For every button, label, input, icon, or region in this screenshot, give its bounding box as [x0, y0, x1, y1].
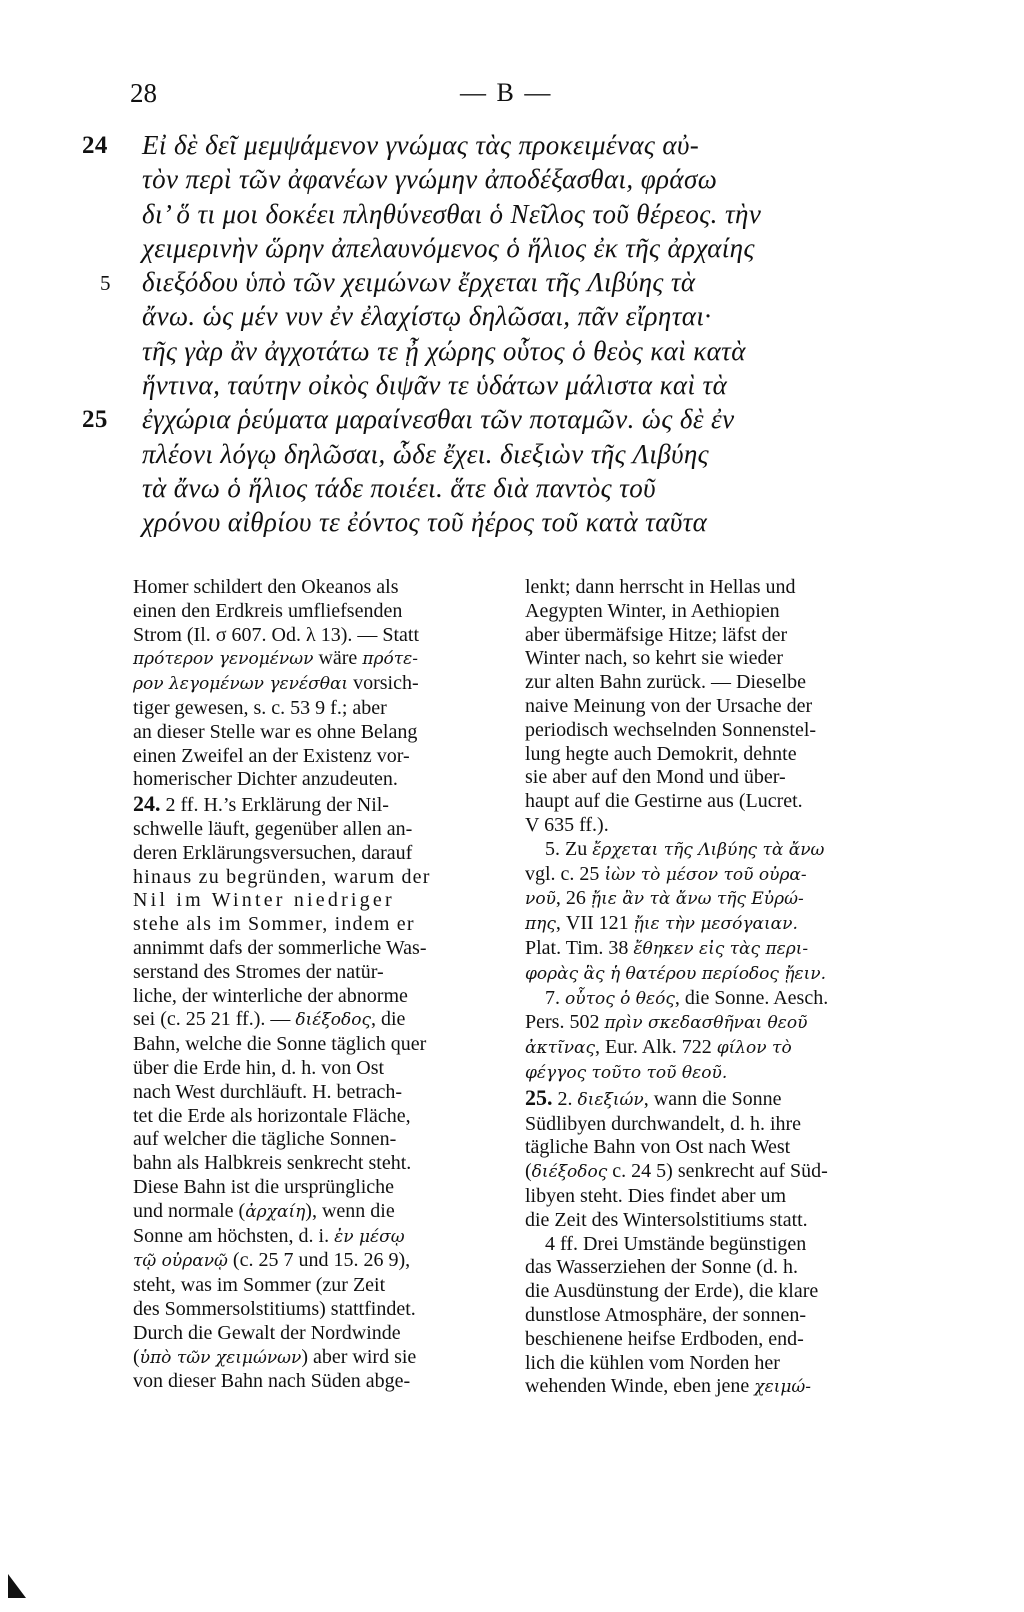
line-text: ἥντινα, ταύτην οἰκὸς διψᾶν τε ὑδάτων μάλιστα καὶ τὰ [142, 370, 728, 401]
note-line: Strom (Il. σ 607. Od. λ 13). — Statt [133, 623, 420, 646]
greek-quote: πρότε- [362, 649, 418, 670]
note-line: vgl. c. 25 ἰὼν τὸ μέσον τοῦ οὐρα- [525, 862, 807, 885]
note-line: ἀκτῖνας, Eur. Alk. 722 φίλον τὸ [525, 1036, 792, 1059]
note-line: einen den Erdkreis umfliefsenden [133, 599, 403, 622]
greek-quote: φορὰς ἃς ἡ θατέρου περίοδος ᾔειν. [525, 963, 827, 984]
chapter-number: 25 [82, 406, 108, 434]
note-line: sie aber auf den Mond und über- [525, 766, 786, 789]
greek-quote: ᾔιε ἂν τὰ ἄνω τῆς Εὐρώ- [590, 889, 804, 910]
note-line: Nil im Winter niedriger [133, 889, 395, 912]
text-line [82, 370, 902, 404]
note-line: Durch die Gewalt der Nordwinde [133, 1321, 401, 1344]
note-line: bahn als Halbkreis senkrecht steht. [133, 1152, 412, 1175]
greek-quote: ἔρχεται τῆς Λιβύης τὰ ἄνω [592, 839, 825, 860]
greek-quote: χειμώ- [754, 1377, 812, 1398]
note-line [525, 1061, 891, 1086]
note-line: über die Erde hin, d. h. von Ost [133, 1056, 385, 1079]
greek-quote: πρὶν σκεδασθῆναι θεοῦ [604, 1013, 808, 1034]
note-line: πρότερον γενομένων wäre πρότε- [133, 647, 418, 670]
note-line: hinaus zu begründen, warum der [133, 865, 431, 888]
line-text: τῆς γὰρ ἂν ἀγχοτάτω τε ᾖ χώρης οὗτος ὁ θεὸς καὶ κατὰ [142, 335, 746, 366]
note-line: und normale (ἀρχαίη), wenn die [133, 1199, 395, 1222]
greek-quote: πης [525, 914, 556, 935]
note-line: auf welcher die tägliche Sonnen- [133, 1128, 397, 1151]
greek-quote: ρον λεγομένων γενέσθαι [133, 674, 349, 695]
text-line [82, 164, 902, 198]
signature-mark: — B — [460, 78, 553, 107]
line-text: χειμερινὴν ὥρην ἀπελαυνόμενος ὁ ἥλιος ἐκ τῆς ἀρχαίης [142, 232, 755, 263]
note-line: die Ausdünstung der Erde), die klare [525, 1280, 819, 1303]
chapter-ref: 25. [525, 1084, 553, 1110]
note-line: schwelle läuft, gegenüber allen an- [133, 817, 413, 840]
note-line: periodisch wechselnden Sonnenstel- [525, 718, 817, 741]
chapter-number: 24 [82, 132, 108, 159]
note-line: tägliche Bahn von Ost nach West [525, 1136, 791, 1159]
note-line: an dieser Stelle war es ohne Belang [133, 720, 418, 743]
line-number: 5 [100, 271, 111, 296]
note-line: die Zeit des Wintersolstitiums statt. [525, 1208, 808, 1231]
note-line: Winter nach, so kehrt sie wieder [525, 647, 783, 670]
scan-corner-mark [8, 1574, 26, 1598]
note-line: liche, der winterliche der abnorme [133, 984, 408, 1007]
note-line: Südlibyen durchwandelt, d. h. ihre [525, 1112, 802, 1135]
greek-quote: διέξοδος [531, 1162, 608, 1183]
greek-quote: ἀκτῖνας [525, 1038, 596, 1059]
note-line: 25. 2. διεξιών, wann die Sonne [525, 1084, 782, 1110]
note-line: beschienene heifse Erdboden, end- [525, 1327, 804, 1350]
text-line [82, 130, 902, 164]
note-line [525, 962, 891, 987]
note-line: serstand des Stromes der natür- [133, 960, 384, 983]
note-line: nach West durchläuft. H. betrach- [133, 1080, 403, 1103]
note-line: πης, VII 121 ᾔιε τὴν μεσόγαιαν. [525, 912, 798, 935]
greek-quote: ᾔιε τὴν μεσόγαιαν. [633, 914, 798, 935]
text-line [82, 473, 902, 507]
greek-quote: τῷ οὐρανῷ [133, 1251, 228, 1272]
note-line: tiger gewesen, s. c. 53 9 f.; aber [133, 696, 387, 719]
greek-quote: νοῦ [525, 889, 556, 910]
note-line: (ὑπὸ τῶν χειμώνων) aber wird sie [133, 1345, 417, 1368]
greek-quote: πρότερον γενομένων [133, 649, 314, 670]
note-line: 24. 2 ff. H.’s Erklärung der Nil- [133, 791, 389, 817]
greek-quote: διεξιών [577, 1089, 644, 1110]
note-line: ρον λεγομένων γενέσθαι vorsich- [133, 672, 419, 695]
greek-quote: ὑπὸ τῶν χειμώνων [139, 1347, 302, 1368]
note-line: naive Meinung von der Ursache der [525, 694, 813, 717]
greek-quote: φίλον τὸ [716, 1038, 792, 1059]
note-line: homerischer Dichter anzudeuten. [133, 768, 398, 791]
line-text: Εἰ δὲ δεῖ μεμψάμενον γνώμας τὰς προκειμένας αὐ- [142, 130, 700, 160]
page-header [130, 78, 900, 118]
line-text: τὰ ἄνω ὁ ἥλιος τάδε ποιέει. ἅτε διὰ παντὸς τοῦ [142, 472, 656, 503]
note-line: Homer schildert den Okeanos als [133, 576, 399, 598]
commentary-right-column [525, 576, 891, 1400]
text-line [82, 336, 902, 370]
commentary-left-column [133, 576, 499, 1394]
text-line [82, 199, 902, 233]
note-line: steht, was im Sommer (zur Zeit [133, 1274, 386, 1297]
note-line: Plat. Tim. 38 ἔθηκεν εἰς τὰς περι- [525, 936, 809, 959]
note-line: (διέξοδος c. 24 5) senkrecht auf Süd- [525, 1160, 828, 1183]
line-text: πλέονι λόγῳ δηλῶσαι, ὧδε ἔχει. διεξιὼν τῆς Λιβύης [142, 438, 710, 469]
note-line: haupt auf die Gestirne aus (Lucret. [525, 790, 803, 813]
greek-quote: ἀρχαίη [245, 1201, 306, 1222]
note-line: lung hegte auch Demokrit, dehnte [525, 742, 797, 765]
note-line: des Sommersolstitiums) stattfindet. [133, 1297, 416, 1320]
note-line: aber übermäfsige Hitze; läfst der [525, 623, 788, 646]
note-line: sei (c. 25 21 ff.). — διέξοδος, die [133, 1008, 406, 1031]
note-line: zur alten Bahn zurück. — Dieselbe [525, 671, 807, 694]
greek-quote: διέξοδος [295, 1010, 371, 1031]
greek-quote: ἰὼν τὸ μέσον τοῦ οὐρα- [604, 864, 807, 885]
note-line: 7. οὗτος ὁ θεός, die Sonne. Aesch. [545, 986, 829, 1009]
text-line [82, 301, 902, 335]
note-line: tet die Erde als horizontale Fläche, [133, 1104, 411, 1127]
text-line [82, 233, 902, 267]
page-number: 28 [130, 78, 157, 108]
text-line [82, 507, 902, 541]
note-line: Aegypten Winter, in Aethiopien [525, 599, 780, 622]
note-line: Pers. 502 πρὶν σκεδασθῆναι θεοῦ [525, 1011, 808, 1034]
note-line: einen Zweifel an der Existenz vor- [133, 744, 410, 767]
greek-quote: οὗτος ὁ θεός [565, 988, 675, 1009]
note-line: 5. Zu ἔρχεται τῆς Λιβύης τὰ ἄνω [545, 837, 825, 860]
greek-main-text [82, 130, 902, 542]
note-line: wehenden Winde, eben jene χειμώ- [525, 1375, 812, 1398]
line-text: ἄνω. ὡς μέν νυν ἐν ἐλαχίστῳ δηλῶσαι, πᾶν εἴρηται· [142, 301, 712, 332]
note-line: annimmt dafs der sommerliche Was- [133, 936, 427, 959]
note-line: von dieser Bahn nach Süden abge- [133, 1370, 411, 1393]
note-line: stehe als im Sommer, indem er [133, 913, 415, 936]
note-line: deren Erklärungsversuchen, darauf [133, 841, 413, 864]
text-line [82, 267, 902, 301]
note-line: dunstlose Atmosphäre, der sonnen- [525, 1303, 807, 1326]
note-line: Bahn, welche die Sonne täglich quer [133, 1033, 427, 1056]
note-line: lenkt; dann herrscht in Hellas und [525, 576, 796, 598]
note-line: 4 ff. Drei Umstände begünstigen [545, 1232, 807, 1255]
note-line: V 635 ff.). [525, 813, 609, 836]
line-text: τὸν περὶ τῶν ἀφανέων γνώμην ἀποδέξασθαι, φράσω [142, 164, 718, 195]
text-line [82, 404, 902, 438]
note-line: τῷ οὐρανῷ (c. 25 7 und 15. 26 9), [133, 1249, 411, 1272]
line-text: ἐγχώρια ῥεύματα μαραίνεσθαι τῶν ποταμῶν. ὡς δὲ ἐν [142, 404, 735, 435]
note-line: Diese Bahn ist die ursprüngliche [133, 1175, 395, 1198]
chapter-ref: 24. [133, 791, 161, 817]
note-line: Sonne am höchsten, d. i. ἐν μέσῳ [133, 1224, 405, 1247]
greek-quote: φέγγος τοῦτο τοῦ θεοῦ. [525, 1062, 728, 1083]
line-text: δι’ ὅ τι μοι δοκέει πληθύνεσθαι ὁ Νεῖλος τοῦ θέρεος. τὴν [142, 198, 762, 229]
greek-quote: ἔθηκεν εἰς τὰς περι- [633, 938, 809, 959]
line-text: διεξόδου ὑπὸ τῶν χειμώνων ἔρχεται τῆς Λιβύης τὰ [142, 267, 696, 298]
note-line: libyen steht. Dies findet aber um [525, 1184, 787, 1207]
note-line: das Wasserziehen der Sonne (d. h. [525, 1256, 798, 1279]
note-line: νοῦ, 26 ᾔιε ἂν τὰ ἄνω τῆς Εὐρώ- [525, 887, 804, 910]
note-line: lich die kühlen vom Norden her [525, 1351, 780, 1374]
line-text: χρόνου αἰθρίου τε ἐόντος τοῦ ἠέρος τοῦ κατὰ ταῦτα [142, 507, 708, 538]
text-line [82, 439, 902, 473]
greek-quote: ἐν μέσῳ [334, 1226, 405, 1247]
